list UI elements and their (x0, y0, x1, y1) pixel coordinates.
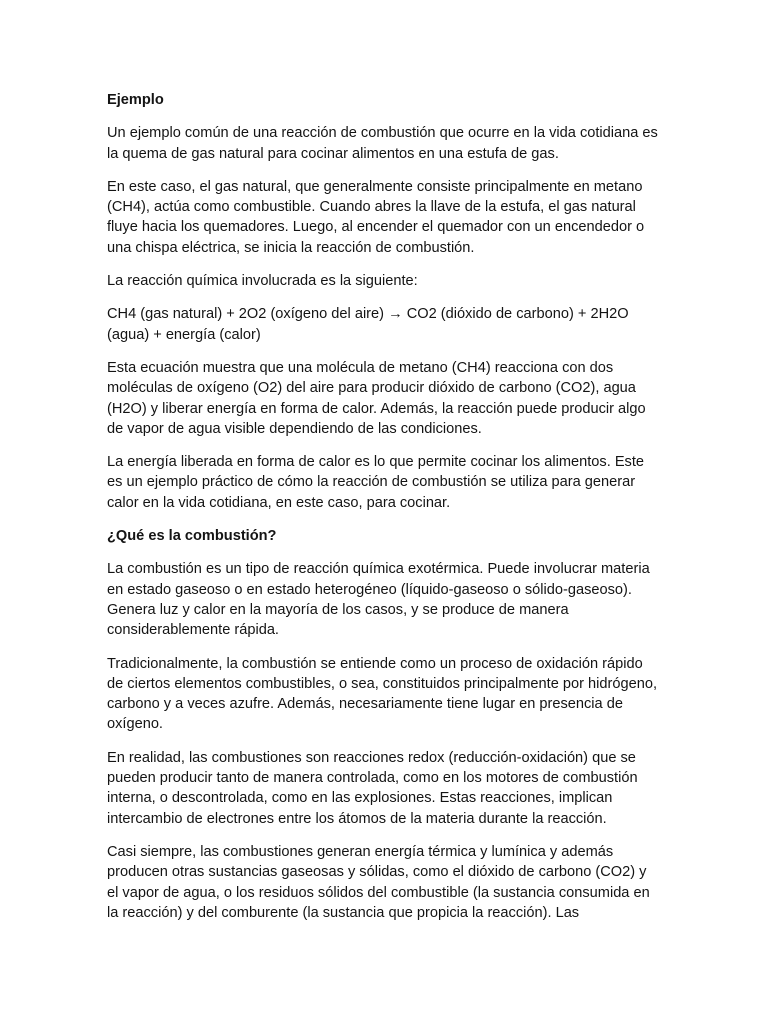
heading-ejemplo: Ejemplo (107, 92, 164, 108)
paragraph-7: La combustión es un tipo de reacción química exotérmica. Puede involucrar materia en estado gaseoso o en estado heterogéneo (líquido-gaseoso o sólido-gaseoso). Genera luz y calor en la mayoría de los casos, y se produce de manera considerablemente rápida. (107, 561, 650, 639)
paragraph-2: En este caso, el gas natural, que generalmente consiste principalmente en metano (CH4), actúa como combustible. Cuando abres la llave de la estufa, el gas natural fluye hacia los quemadores. Luego, al encender el quemador con un encendedor o una chispa eléctrica, se inicia la reacción de combustión. (107, 178, 645, 256)
paragraph-5: Esta ecuación muestra que una molécula de metano (CH4) reacciona con dos moléculas de oxígeno (O2) del aire para producir dióxido de carbono (CO2), agua (H2O) y liberar energía en forma de calor. Además, la reacción puede producir algo de vapor de agua visible dependiendo de las condiciones. (107, 359, 646, 437)
paragraph-8: Tradicionalmente, la combustión se entiende como un proceso de oxidación rápido de ciertos elementos combustibles, o sea, constituidos principalmente por hidrógeno, carbono y a veces azufre. Además, necesariamente tiene lugar en presencia de oxígeno. (107, 655, 658, 733)
paragraph-3: La reacción química involucrada es la siguiente: (107, 273, 418, 290)
heading-que-es-la-combustion: ¿Qué es la combustión? (107, 528, 277, 545)
paragraph-10: Casi siempre, las combustiones generan energía térmica y lumínica y además producen otras sustancias gaseosas y sólidas, como el dióxido de carbono (CO2) y el vapor de agua, o los residuos sólidos del combustible (la sustancia consumida en la reacción) y del comburente (la sustancia que propicia la reacción). Las (107, 843, 650, 921)
paragraph-1: Un ejemplo común de una reacción de combustión que ocurre en la vida cotidiana es la quema de gas natural para cocinar alimentos en una estufa de gas. (107, 125, 658, 162)
chemical-equation: CH4 (gas natural) + 2O2 (oxígeno del aire) → CO2 (dióxido de carbono) + 2H2O (agua) + energía (calor) (107, 306, 629, 343)
paragraph-9: En realidad, las combustiones son reacciones redox (reducción-oxidación) que se pueden producir tanto de manera controlada, como en los motores de combustión interna, o descontrolada, como en las explosiones. Estas reacciones, implican intercambio de electrones entre los átomos de la materia durante la reacción. (107, 749, 638, 827)
paragraph-6: La energía liberada en forma de calor es lo que permite cocinar los alimentos. Este es un ejemplo práctico de cómo la reacción de combustión se utiliza para generar calor en la vida cotidiana, en este caso, para cocinar. (107, 454, 645, 511)
